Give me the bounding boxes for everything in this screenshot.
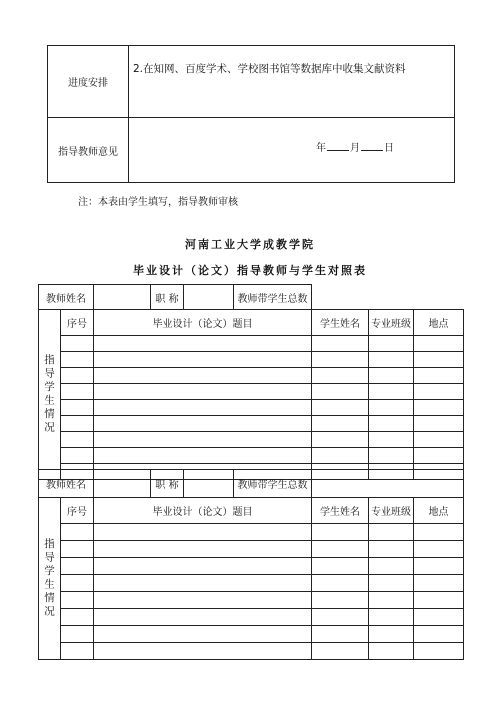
- advisor-opinion-label: 指导教师意见: [48, 118, 129, 183]
- guide-students-label-cell: [39, 310, 61, 480]
- col-class: 专业班级: [369, 310, 414, 336]
- table-row: [39, 592, 464, 609]
- form-note: 注：本表由学生填写，指导教师审核: [78, 197, 238, 208]
- table-row: [39, 609, 464, 626]
- table-row: [39, 336, 464, 352]
- col-topic: 毕业设计（论文）题目: [94, 310, 312, 336]
- col-index: 序号: [61, 498, 94, 524]
- day-blank: [361, 142, 383, 151]
- progress-table: [47, 45, 455, 183]
- student-count-value: [312, 470, 464, 498]
- student-count-label: 教师带学生总数: [234, 285, 312, 310]
- title-value: [184, 285, 234, 310]
- table-row: [39, 416, 464, 432]
- advisor-student-table-2: [38, 469, 464, 660]
- table-row: [39, 558, 464, 575]
- progress-label: 进度安排: [48, 46, 129, 118]
- guide-students-label: 指导学生情况: [43, 538, 55, 619]
- col-class: 专业班级: [369, 498, 414, 524]
- student-count-label: 教师带学生总数: [234, 470, 312, 498]
- title-label: 职 称: [151, 285, 184, 310]
- table-row: [39, 384, 464, 400]
- table-row: [39, 524, 464, 541]
- table-row: [39, 575, 464, 592]
- table-row: [39, 626, 464, 643]
- table-row: [39, 352, 464, 368]
- advisor-student-table-1: [38, 284, 464, 480]
- date-year: 年: [316, 143, 326, 154]
- table-row: [39, 400, 464, 416]
- table-row: [39, 368, 464, 384]
- col-topic: 毕业设计（论文）题目: [94, 498, 312, 524]
- table-row: [39, 432, 464, 448]
- teacher-name-label: 教师姓名: [39, 470, 94, 498]
- title-value: [184, 470, 234, 498]
- month-blank: [327, 142, 349, 151]
- col-student-name: 学生姓名: [312, 310, 369, 336]
- guide-students-label-cell: [39, 498, 61, 660]
- teacher-name-value: [94, 470, 151, 498]
- form-title: 毕业设计（论文）指导教师与学生对照表: [133, 264, 367, 277]
- title-label: 职 称: [151, 470, 184, 498]
- student-count-value: [312, 285, 464, 310]
- date-day: 日: [384, 143, 394, 154]
- date-month: 月: [350, 143, 360, 154]
- table-row: [39, 448, 464, 464]
- advisor-opinion-cell: [129, 118, 455, 183]
- progress-cell: [129, 46, 455, 118]
- table-row: [39, 643, 464, 660]
- progress-text: 2.在知网、百度学术、学校图书馆等数据库中收集文献资料: [133, 63, 406, 75]
- col-student-name: 学生姓名: [312, 498, 369, 524]
- date-line: [316, 139, 394, 154]
- institution-title: 河南工业大学成教学院: [185, 238, 315, 251]
- col-location: 地点: [414, 310, 464, 336]
- teacher-name-label: 教师姓名: [39, 285, 94, 310]
- guide-students-label: 指导学生情况: [43, 354, 55, 435]
- col-location: 地点: [414, 498, 464, 524]
- teacher-name-value: [94, 285, 151, 310]
- col-index: 序号: [61, 310, 94, 336]
- table-row: [39, 541, 464, 558]
